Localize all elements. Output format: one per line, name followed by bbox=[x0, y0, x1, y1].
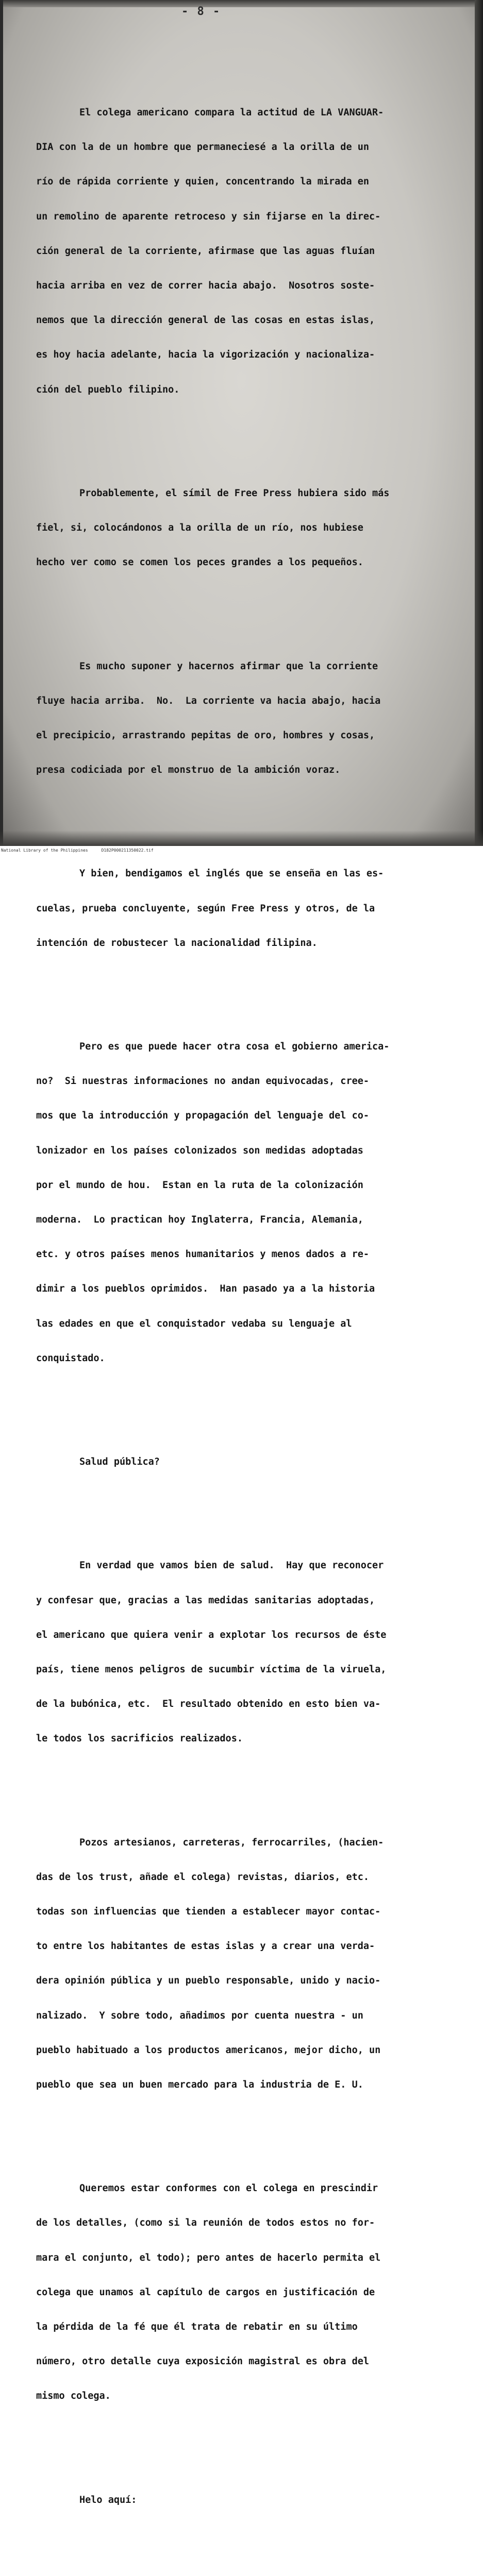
text-line: la pérdida de la fé que él trata de rebatir en su último bbox=[36, 2321, 358, 2333]
document-body bbox=[36, 49, 469, 2576]
text-line: Pozos artesianos, carreteras, ferrocarriles, (hacien- bbox=[79, 1837, 384, 1848]
text-line: conquistado. bbox=[36, 1352, 105, 1364]
text-line: ción del pueblo filipino. bbox=[36, 384, 180, 395]
text-line: nalizado. Y sobre todo, añadimos por cuenta nuestra - un bbox=[36, 2010, 363, 2021]
text-line: todas son influencias que tienden a establecer mayor contac- bbox=[36, 1906, 381, 1917]
scan-edge-left bbox=[0, 0, 3, 846]
text-line: pueblo que sea un buen mercado para la industria de E. U. bbox=[36, 2079, 363, 2090]
text-line: DIA con la de un hombre que permaneciesé a la orilla de un bbox=[36, 142, 370, 153]
text-line: el americano que quiera venir a explotar los recursos de éste bbox=[36, 1629, 387, 1640]
text-line: to entre los habitantes de estas islas y a crear una verda- bbox=[36, 1941, 375, 1952]
text-line: y confesar que, gracias a las medidas sanitarias adoptadas, bbox=[36, 1595, 375, 1606]
text-line: fiel, si, colocándonos a la orilla de un río, nos hubiese bbox=[36, 522, 363, 534]
page-number: - 8 - bbox=[181, 5, 221, 18]
text-line: mos que la introducción y propagación del lenguaje del co- bbox=[36, 1110, 370, 1122]
text-line: fluye hacia arriba. No. La corriente va hacia abajo, hacia bbox=[36, 695, 381, 706]
paragraph bbox=[36, 2160, 469, 2425]
text-line: mara el conjunto, el todo); pero antes de hacerlo permita el bbox=[36, 2252, 381, 2263]
text-line: un remolino de aparente retroceso y sin fijarse en la direc- bbox=[36, 211, 381, 222]
text-line: Queremos estar conformes con el colega en prescindir bbox=[79, 2183, 378, 2194]
paragraph bbox=[36, 1433, 469, 1491]
text-line: hacia arriba en vez de correr hacia abajo. Nosotros soste- bbox=[36, 280, 375, 292]
text-line: de la bubónica, etc. El resultado obtenido en esto bien va- bbox=[36, 1699, 381, 1710]
text-line: las edades en que el conquistador vedaba su lenguaje al bbox=[36, 1318, 352, 1329]
text-line: el precipicio, arrastrando pepitas de oro, hombres y cosas, bbox=[36, 730, 375, 741]
text-line: dera opinión pública y un pueblo responsable, unido y nacio- bbox=[36, 1975, 381, 1987]
section-heading: Salud pública? bbox=[79, 1456, 160, 1468]
text-line: En verdad que vamos bien de salud. Hay que reconocer bbox=[79, 1560, 384, 1571]
text-line: Pero es que puede hacer otra cosa el gobierno america- bbox=[79, 1041, 390, 1053]
text-line: Helo aquí: bbox=[79, 2494, 137, 2505]
text-line: país, tiene menos peligros de sucumbir víctima de la viruela, bbox=[36, 1664, 387, 1675]
text-line: pueblo habituado a los productos americanos, mejor dicho, un bbox=[36, 2044, 381, 2056]
paragraph bbox=[36, 1018, 469, 1387]
text-line: presa codiciada por el monstruo de la ambición voraz. bbox=[36, 765, 341, 776]
text-line: cuelas, prueba concluyente, según Free Press y otros, de la bbox=[36, 903, 375, 914]
text-line: Es mucho suponer y hacernos afirmar que la corriente bbox=[79, 660, 378, 672]
text-line: moderna. Lo practican hoy Inglaterra, Francia, Alemania, bbox=[36, 1214, 363, 1226]
text-line: ción general de la corriente, afirmase que las aguas fluían bbox=[36, 245, 375, 257]
text-line: Probablemente, el símil de Free Press hubiera sido más bbox=[79, 487, 390, 499]
text-line: intención de robustecer la nacionalidad filipina. bbox=[36, 937, 318, 948]
text-line: lonizador en los países colonizados son medidas adoptadas bbox=[36, 1145, 363, 1156]
text-line: de los detalles, (como si la reunión de todos estos no for- bbox=[36, 2217, 375, 2229]
paragraph bbox=[36, 1814, 469, 2114]
text-line: número, otro detalle cuya exposición magistral es obra del bbox=[36, 2356, 370, 2367]
paragraph bbox=[36, 638, 469, 800]
text-line: das de los trust, añade el colega) revistas, diarios, etc. bbox=[36, 1871, 370, 1883]
text-line: nemos que la dirección general de las cosas en estas islas, bbox=[36, 315, 375, 326]
scan-footer bbox=[0, 846, 483, 854]
file-name: D182P000211350022.tif bbox=[101, 848, 154, 853]
scan-edge-right bbox=[475, 0, 483, 846]
text-line: no? Si nuestras informaciones no andan equivocadas, cree- bbox=[36, 1076, 370, 1087]
paragraph bbox=[36, 465, 469, 591]
scan-edge-top bbox=[0, 0, 483, 7]
paragraph bbox=[36, 84, 469, 419]
text-line: mismo colega. bbox=[36, 2391, 111, 2402]
paragraph bbox=[36, 2471, 469, 2529]
text-line: Y bien, bendigamos el inglés que se enseña en las es- bbox=[79, 868, 384, 879]
text-line: colega que unamos al capítulo de cargos en justificación de bbox=[36, 2286, 375, 2298]
library-credit: National Library of the Philippines bbox=[1, 848, 88, 853]
text-line: hecho ver como se comen los peces grandes a los pequeños. bbox=[36, 557, 363, 568]
text-line: por el mundo de hou. Estan en la ruta de la colonización bbox=[36, 1179, 363, 1191]
text-line: río de rápida corriente y quien, concentrando la mirada en bbox=[36, 176, 370, 188]
text-line: le todos los sacrificios realizados. bbox=[36, 1733, 243, 1744]
paragraph bbox=[36, 845, 469, 972]
text-line: El colega americano compara la actitud de LA VANGUAR- bbox=[79, 107, 384, 118]
text-line: dimir a los pueblos oprimidos. Han pasado ya a la historia bbox=[36, 1283, 375, 1295]
text-line: etc. y otros países menos humanitarios y menos dados a re- bbox=[36, 1249, 370, 1260]
text-line: es hoy hacia adelante, hacia la vigorización y nacionaliza- bbox=[36, 349, 375, 361]
paragraph bbox=[36, 1537, 469, 1768]
